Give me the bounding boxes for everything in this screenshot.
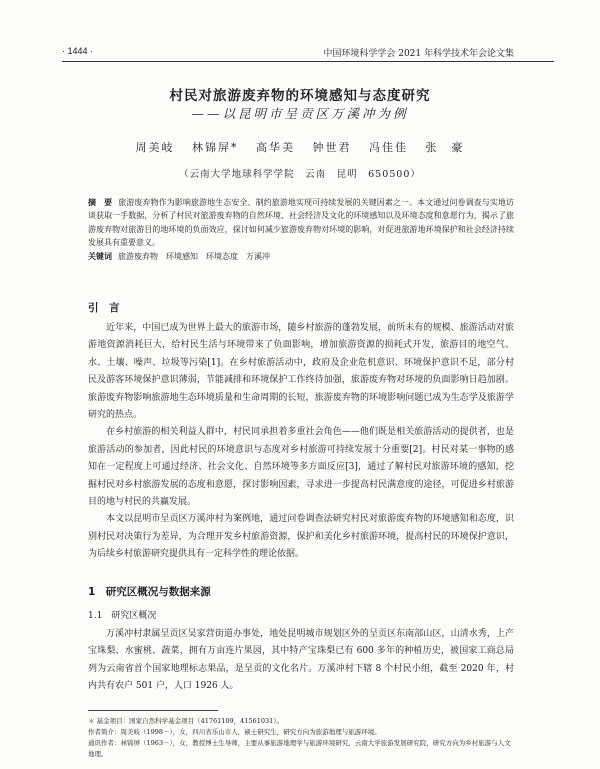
journal-title: 中国环境科学学会 2021 年科学技术年会论文集 <box>323 49 514 59</box>
footnote: 通讯作者：林锦屏（1963－），女，教授博士生导师，主要从事旅游地理学与旅游环境研究，云南大学旅游发展研究院，研究方向为乡村旅游与人文地理。 <box>88 739 511 758</box>
running-header <box>62 44 554 62</box>
intro-paragraph: 在乡村旅游的相关利益人群中，村民同承担着多重社会角色——他们既是相关旅游活动的提供者，也是旅游活动的参加者，因此村民的环境意识与态度对乡村旅游可持续发展十分重要[2]。村民对某一事物的感知在一定程度上可通过经济、社会文化、自然环境等多方面反应[3]，通过了解村民对旅游环境的感知，挖掘村民对乡村旅游发展的态度和意愿，探讨影响因素，寻求进一步提高村民满意度的途径，可促进乡村旅游目的地与村民的共赢发展。 <box>88 427 514 508</box>
paper-subtitle: ——以昆明市呈贡区万溪冲为例 <box>191 106 409 121</box>
footnote: ＊ 基金项目：国家自然科学基金项目（41761109，41561031）。 <box>88 717 283 725</box>
abstract-block <box>88 196 514 263</box>
section-1-body <box>88 626 514 696</box>
abstract-label: 摘 要 <box>88 198 113 207</box>
author: 高华美 <box>256 141 295 154</box>
author: 冯佳佳 <box>369 141 408 154</box>
section-1-heading: 1 研究区概况与数据来源 <box>88 586 211 598</box>
affiliation: （云南大学地球科学学院 云南 昆明 650500） <box>179 169 421 180</box>
intro-paragraph: 近年来，中国已成为世界上最大的旅游市场，随乡村旅游的蓬勃发展，前所未有的规模、旅游活动对旅游地资源消耗巨大，给村民生活与环境带来了负面影响，增加旅游资源的损耗式开发，旅游目的地空气、水、土壤、噪声、垃圾等污染[1]。在乡村旅游活动中，政府及企业危机意识、环境保护意识不足，部分村民及游客环境保护意识薄弱，节能减排和环境保护工作终待加强，旅游废弃物对环境的负面影响日趋加剧。旅游废弃物影响旅游地生态环境质量和生命周期的长短，旅游废弃物的环境影响问题已成为生态学及旅游学研究的热点。 <box>88 323 514 421</box>
intro-paragraph: 本文以昆明市呈贡区万溪冲村为案例地，通过问卷调查法研究村民对旅游废弃物的环境感知和态度，识别村民对决策行为差异，为合理开发乡村旅游资源，保护和美化乡村旅游环境，提高村民的环境保护意识，为后续乡村旅游研究提供具有一定科学性的理论依据。 <box>88 514 514 560</box>
author: 张 豪 <box>425 141 465 154</box>
author: 周美岐 <box>135 141 175 154</box>
intro-heading: 引 言 <box>88 302 120 314</box>
keywords <box>88 250 514 263</box>
footnote-divider <box>88 710 218 711</box>
author-list <box>0 139 600 155</box>
section-1-1-heading: 1.1 研究区概况 <box>88 611 157 621</box>
intro-body <box>88 320 514 564</box>
footnote: 作者简介：周美岐（1998－），女，四川省乐山市人，硕士研究生，研究方向为旅游地理与旅游环境。 <box>88 728 381 736</box>
abstract <box>88 196 514 250</box>
keywords-text: 旅游废弃物 环境感知 环境态度 万溪冲 <box>118 251 270 261</box>
page-number: · 1444 · <box>62 46 94 56</box>
abstract-text: 旅游废弃物作为影响旅游地生态安全、制约旅游地实现可持续发展的关键因素之一。本文通过问卷调查与实地访谈获取一手数据，分析了村民对旅游废弃物的自然环境、社会经济及文化的环境感知以及环境态度和意愿行为，揭示了旅游废弃物对旅游目的地环境的负面效应，探讨如何减少旅游废弃物对环境的影响，对促进旅游地环境保护和社会经济持续发展具有重要意义。 <box>88 198 515 248</box>
section-1-paragraph: 万溪冲村隶属呈贡区吴家营街道办事处，地处昆明城市规划区外的呈贡区东南部山区，山清水秀，上产宝珠梨、水蜜桃、蔬菜，拥有万亩连片果园，其中特产宝珠梨已有 600 多年的种植历史，被国家工商总局列为云南省首个国家地理标志果品，是呈贡的文化名片。万溪冲村下辖 8 个村民小组，截至 2020 年，村内共有农户 501 户，人口 1926 人。 <box>88 629 514 692</box>
footnotes <box>88 716 514 760</box>
paper-title: 村民对旅游废弃物的环境感知与态度研究 <box>169 88 431 104</box>
keywords-label: 关键词 <box>88 251 112 261</box>
author: 林锦屏* <box>192 141 239 154</box>
author: 钟世君 <box>312 141 352 154</box>
